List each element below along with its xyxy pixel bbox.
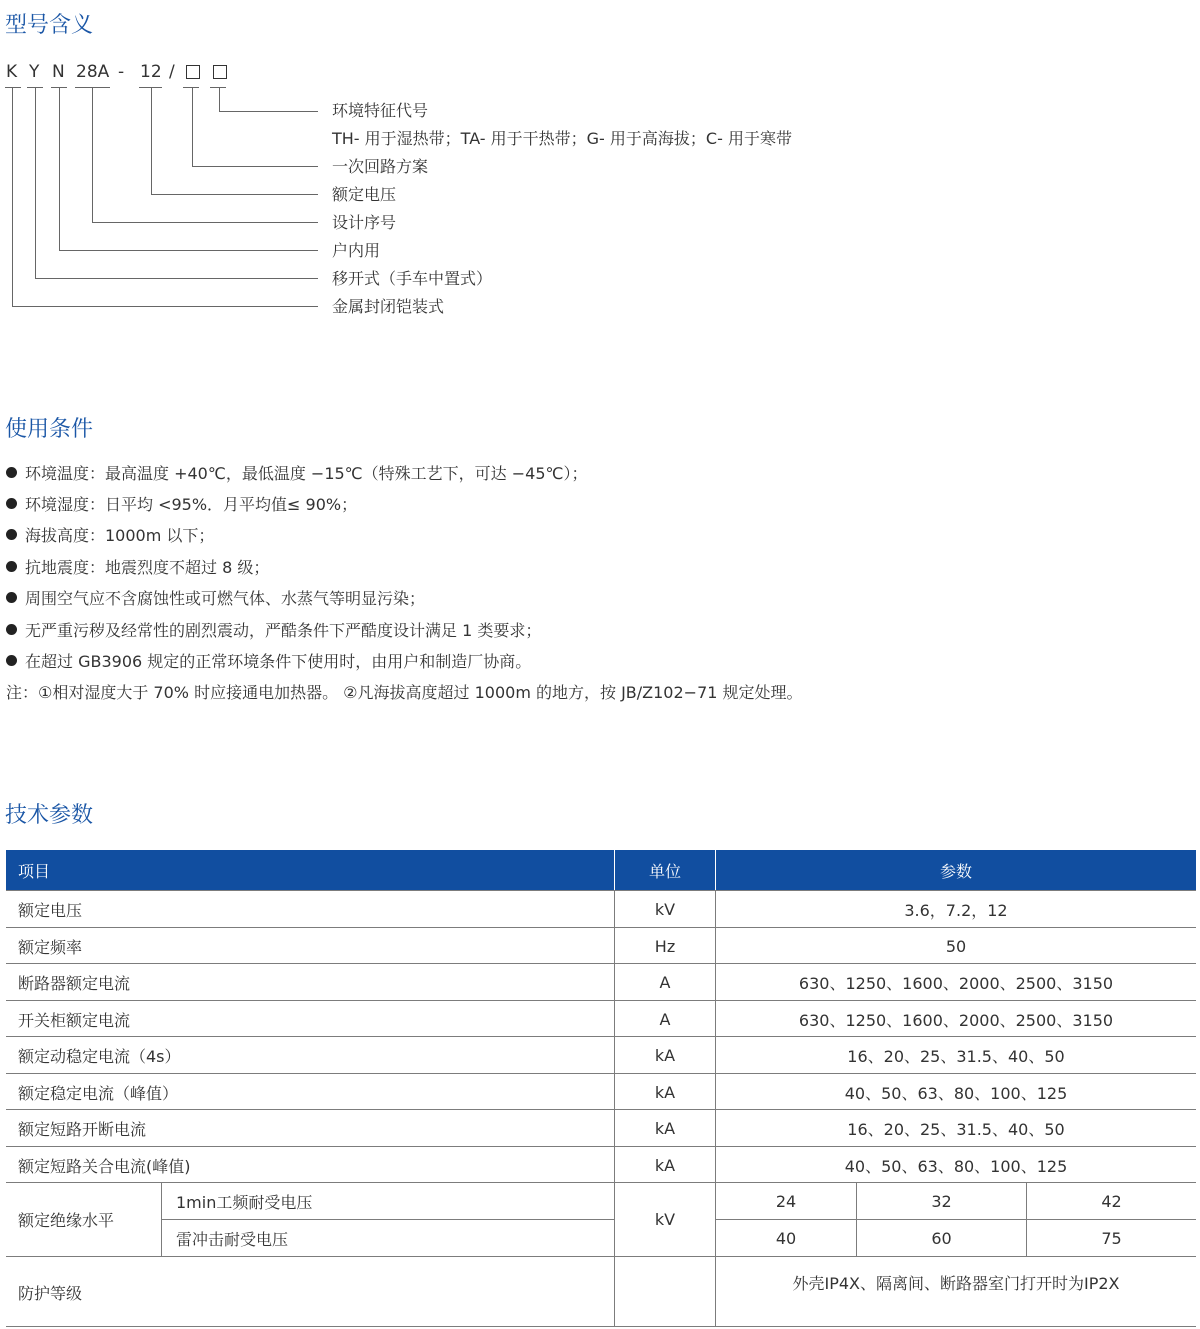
row-item: 额定稳定电流（峰值） <box>18 1083 179 1103</box>
condition-item: 环境湿度：日平均 <95%．月平均值≤ 90%； <box>6 495 357 515</box>
row-item: 额定短路开断电流 <box>18 1119 147 1139</box>
code-letter-y: Y <box>29 62 40 82</box>
row-value: 16、20、25、31.5、40、50 <box>847 1046 1065 1066</box>
insulation-sub-label: 1min工频耐受电压 <box>176 1192 313 1212</box>
bullet-icon <box>6 529 17 540</box>
condition-item: 无严重污秽及经常性的剧烈震动，严酷条件下严酷度设计满足 1 类要求； <box>6 621 541 641</box>
row-value: 16、20、25、31.5、40、50 <box>847 1119 1065 1139</box>
meaning-circuit-scheme: 一次回路方案 <box>332 157 429 176</box>
meaning-env-code: 环境特征代号 <box>332 101 429 120</box>
condition-item: 环境温度：最高温度 +40℃，最低温度 −15℃（特殊工艺下，可达 −45℃）； <box>6 464 587 484</box>
header-item: 项目 <box>6 850 614 890</box>
code-design-no: 28A <box>76 62 110 82</box>
bullet-icon <box>6 624 17 635</box>
row-item: 额定动稳定电流（4s） <box>18 1046 181 1066</box>
bullet-icon <box>6 561 17 572</box>
insulation-value: 40 <box>775 1228 797 1248</box>
model-section-title: 型号含义 <box>5 13 94 38</box>
row-value: 50 <box>945 936 967 956</box>
meaning-metal-clad: 金属封闭铠装式 <box>332 297 445 316</box>
meaning-env-types: TH- 用于湿热带；TA- 用于干热带；G- 用于高海拔；C- 用于寒带 <box>332 129 792 148</box>
row-value: 630、1250、1600、2000、2500、3150 <box>798 1010 1114 1030</box>
row-value: 3.6，7.2，12 <box>904 900 1008 920</box>
meaning-withdrawable: 移开式（手车中置式） <box>332 269 493 288</box>
meaning-indoor: 户内用 <box>332 241 381 260</box>
header-unit: 单位 <box>615 850 715 890</box>
code-voltage: 12 <box>140 62 162 82</box>
row-value: 40、50、63、80、100、125 <box>844 1083 1068 1103</box>
row-unit: kA <box>654 1155 676 1175</box>
row-item: 开关柜额定电流 <box>18 1010 131 1030</box>
conditions-section-title: 使用条件 <box>5 417 94 442</box>
condition-item: 抗地震度：地震烈度不超过 8 级； <box>6 558 269 578</box>
condition-item: 在超过 GB3906 规定的正常环境条件下使用时，由用户和制造厂协商。 <box>6 652 531 672</box>
row-item: 额定电压 <box>18 900 83 920</box>
specs-table <box>6 850 1196 1327</box>
row-unit: kA <box>654 1118 676 1138</box>
model-code-diagram <box>0 0 340 320</box>
row-unit: kA <box>654 1045 676 1065</box>
row-item: 额定短路关合电流(峰值) <box>18 1156 191 1176</box>
insulation-sub-label: 雷冲击耐受电压 <box>176 1229 289 1249</box>
row-unit: kA <box>654 1082 676 1102</box>
row-unit: Hz <box>654 936 676 956</box>
meaning-rated-voltage: 额定电压 <box>332 185 397 204</box>
row-unit: A <box>659 1009 671 1029</box>
insulation-value: 42 <box>1101 1191 1122 1211</box>
code-letter-k: K <box>6 62 18 82</box>
row-value: 630、1250、1600、2000、2500、3150 <box>798 973 1114 993</box>
insulation-unit: kV <box>654 1210 676 1229</box>
bullet-icon <box>6 467 17 478</box>
insulation-value: 24 <box>775 1191 797 1211</box>
code-slash: / <box>169 62 175 82</box>
insulation-value: 32 <box>931 1191 952 1211</box>
code-letter-n: N <box>52 62 65 82</box>
protection-item: 防护等级 <box>18 1283 83 1303</box>
code-dash: - <box>118 62 125 82</box>
row-item: 断路器额定电流 <box>18 973 131 993</box>
condition-item: 海拔高度：1000m 以下； <box>6 526 214 546</box>
insulation-value: 60 <box>931 1228 952 1248</box>
specs-section-title: 技术参数 <box>5 803 94 828</box>
row-item: 额定频率 <box>18 937 83 957</box>
row-unit: A <box>659 972 671 992</box>
insulation-item: 额定绝缘水平 <box>18 1211 115 1230</box>
condition-item: 周围空气应不含腐蚀性或可燃气体、水蒸气等明显污染； <box>6 589 425 609</box>
header-value: 参数 <box>716 850 1196 890</box>
row-value: 40、50、63、80、100、125 <box>844 1156 1068 1176</box>
meaning-design-no: 设计序号 <box>332 213 397 232</box>
bullet-icon <box>6 498 17 509</box>
conditions-note: 注：①相对湿度大于 70% 时应接通电加热器。 ②凡海拔高度超过 1000m 的地方，按 JB/Z102−71 规定处理。 <box>6 683 803 702</box>
row-unit: kV <box>654 899 676 919</box>
bullet-icon <box>6 655 17 666</box>
protection-value: 外壳IP4X、隔离间、断路器室门打开时为IP2X <box>792 1273 1120 1293</box>
insulation-value: 75 <box>1101 1228 1122 1248</box>
bullet-icon <box>6 592 17 603</box>
